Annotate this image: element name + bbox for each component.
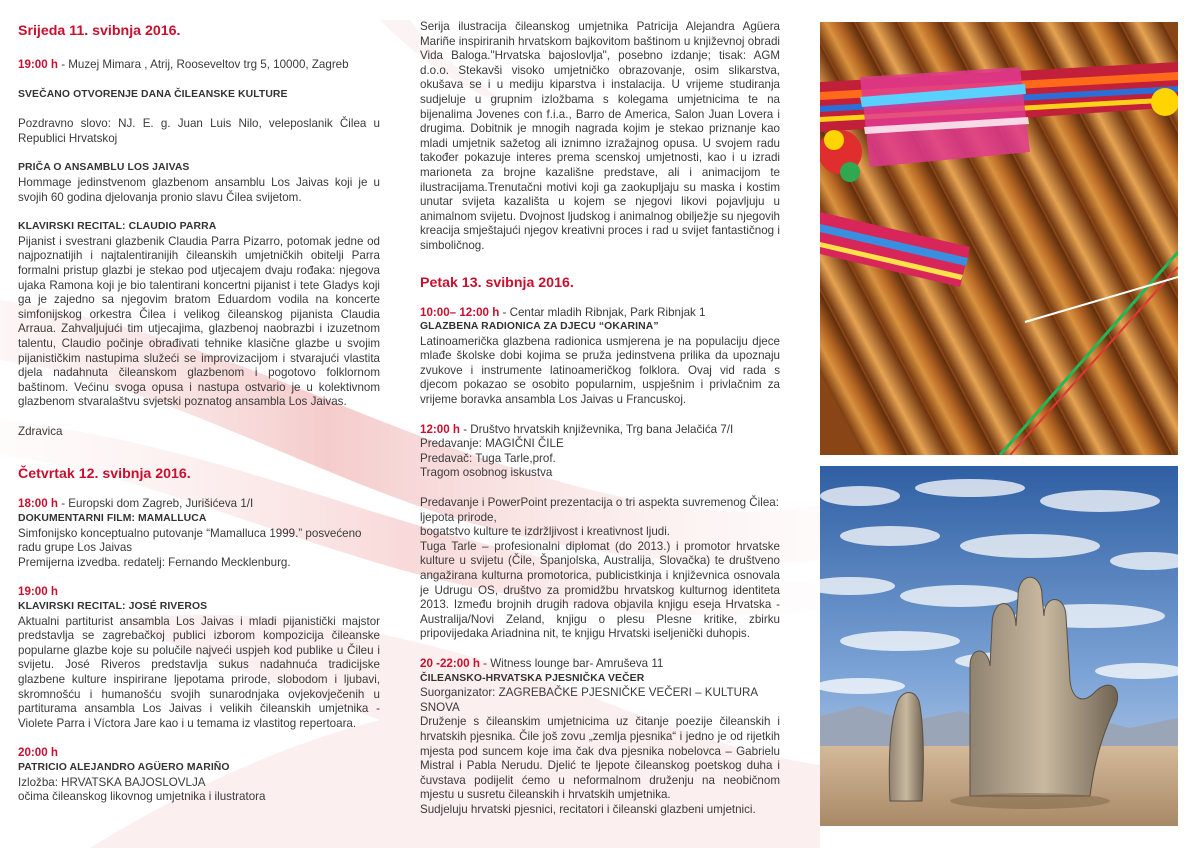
photo-pan-flutes — [820, 22, 1178, 455]
event-time-venue — [420, 423, 780, 438]
event-text: Pijanist i svestrani glazbenik Claudia Parra Pizarro, potomak jedne od najpoznatijih i najtalentiranijih čileanskih umjetničkih obitelji Parra formalni pristup glazbi je stekao pod utjecajem dvaju rođaka: njegova ujaka Ramona koji je bio talentirani koncertni pijanist i tete Gladys koji ga je zajedno sa njegovim bratom Eduardom vodila na koncerte simfonijskog orkestra Čilea i velikog čileanskog pijanista Claudia Arraua. Zahvaljujući tim utjecajima, glazbenoj naobrazbi i izuzetnom talentu, Claudio počinje obrađivati tehnike klasične glazbe u svojim pijanističkim nastupima služeći se improvizacijom i stvarajući vlastita djela nadahnuta čileanskom glazbenom i pogotovo folklornom baštinom. Većinu svoga opusa i nastupa ostvario je u kolektivnom glazbenom stvaralaštvu svjetski poznatog ansambla Los Jaivas. — [18, 234, 380, 409]
event-time: 19:00 h — [18, 58, 58, 71]
event-text: Predavanje i PowerPoint prezentacija o tri aspekta suvremenog Čilea: ljepota prirode, — [420, 496, 779, 524]
event-text: Hommage jedinstvenom glazbenom ansamblu Los Jaivas koji je u svojih 60 godina djelovanja pronio slavu Čilea svijetom. — [18, 175, 380, 204]
event-heading: DOKUMENTARNI FILM: MAMALLUCA — [18, 513, 207, 525]
event-time-venue — [18, 585, 380, 600]
event-text: Suorganizator: ZAGREBAČKE PJESNIČKE VEČERI – KULTURA SNOVA — [420, 686, 758, 714]
event-time-venue — [420, 657, 780, 672]
event-text: Latinoamerička glazbena radionica usmjerena je na populaciju djece mlađe školske dobi kojima se pruža jedinstvena prilika da upoznaju zvukove i instrumente latinoameričkog folklora. Ovaj vid rada s djecom pokazao se osobito popularnim, uspješnim i privlačnim za vrijeme boravka ansambla Los Jaivas u Francuskoj. — [420, 334, 780, 407]
event-heading: ČILEANSKO-HRVATSKA PJESNIČKA VEČER — [420, 672, 645, 684]
event-text: bogatstvo kulture te izdržljivost i kreativnost ljudi. — [420, 525, 671, 539]
event-text: Tragom osobnog iskustva — [420, 466, 553, 480]
artist-bio-text: Serija ilustracija čileanskog umjetnika Patricija Alejandra Agüera Mariñe inspiriranih hrvatskom bajkovitom baštinom u književnoj obradi Vida Baloga."Hrvatska bajoslovlja", posebno izdanje; tisak: AGM d.o.o. Stekavši visoko umjetničko obrazovanje, osim slikarstva, okušava se i u mediju kiparstva i instalacija. U vrijeme studiranja sudjeluje u grupnim izložbama s kolegama umjetnicima te na bijenalima Jovenes con f.i.a., Barro de America, Salon Juan Lovera i drugima. Dobitnik je mnogih nagrada kojim je stekao priznanje kao mladi umjetnik sažetog ali iznimno izražajnog opusa. U svojem radu također pokazuje interes prema scenskoj umjetnosti, kao i u izradi marioneta za brojne kazališne predstave, ali i animacijom te ilustracijama.Trenutačni motivi koji ga zaokupljaju su maska i kostim unutar svijeta kazališta u kojem se njegovi likovi pojavljuju u animalnom svijetu. Dvojnost ljudskog i animalnog obilježje su njegovih kreacija smještajući njegov kreativni proces i rad u svijet fantastičnog i simboličnog. — [420, 20, 780, 252]
photo-hand-of-the-desert — [820, 466, 1178, 826]
event-time-venue — [18, 497, 380, 512]
event-venue: - Muzej Mimara , Atrij, Rooseveltov trg 5, 10000, Zagreb — [57, 58, 349, 71]
event-text: Predavač: Tuga Tarle,prof. — [420, 451, 556, 465]
column-left — [18, 22, 380, 805]
event-time: 20:00 h — [18, 746, 58, 760]
event-text: Aktualni partiturist ansambla Los Jaivas i mladi pijanistički majstor predstavlja se zagrebačkoj publici izborom kompozicija čileanske popularne glazbe koje su polučile najveći uspjeh kod publike u Čileu i svijetu. José Riveros predstavlja sukus nadahnuća tradicijske glazbene kulture inspirirane ljepotama prirode, slobodom i ljubavi, skromnošću i humanošću svojih sunarodnjaka ovjekovječenih u partiturama ansambla Los Jaivas i velikih čileanskih umjetnika - Violete Parra i Víctora Jare kao i u temama iz vlastitog repertoara. — [18, 614, 380, 730]
event-time: 20 -22:00 h — [420, 656, 480, 670]
event-text: Druženje s čileanskim umjetnicima uz čitanje poezije čileanskih i hrvatskih pjesnika. Čile još zovu „zemlja pjesnika“ i jedno je od rijetkih mjesta pod suncem koje ima čak dva pjesnika nobelovca – Gabrielu Mistral i Pabla Nerudu. Djelić te ljepote čileanskog poetskog duha i čuvstava podijelit ćemo u neformalnom druženju na neobičnom mjestu u susretu čileanskih i hrvatskih umjetnika. — [420, 715, 780, 802]
event-text: Pozdravno slovo: NJ. E. g. Juan Luis Nilo, veleposlanik Čilea u Republici Hrvatskoj — [18, 117, 380, 145]
event-text: očima čileanskog likovnog umjetnika i ilustratora — [18, 790, 266, 804]
event-text: Premijerna izvedba. redatelj: Fernando Mecklenburg. — [18, 555, 291, 569]
event-venue: - Witness lounge bar- Amruševa 11 — [479, 656, 664, 670]
event-venue: - Centar mladih Ribnjak, Park Ribnjak 1 — [499, 305, 706, 319]
event-heading: GLAZBENA RADIONICA ZA DJECU “OKARINA” — [420, 321, 659, 333]
event-text: Izložba: HRVATSKA BAJOSLOVLJA — [18, 775, 206, 789]
closing-text: Zdravica — [18, 424, 63, 438]
event-time: 18:00 h — [18, 497, 58, 511]
event-time-venue — [18, 746, 380, 761]
event-heading: PRIČA O ANSAMBLU LOS JAIVAS — [18, 162, 190, 174]
column-middle — [420, 20, 780, 818]
event-heading: PATRICIO ALEJANDRO AGÜERO MARIÑO — [18, 761, 230, 773]
event-heading: KLAVIRSKI RECITAL: CLAUDIO PARRA — [18, 221, 217, 233]
event-text: Simfonijsko konceptualno putovanje “Mamalluca 1999.” posvećeno radu grupe Los Jaivas — [18, 526, 362, 555]
day-title-wednesday: Srijeda 11. svibnja 2016. — [18, 23, 181, 39]
event-time: 19:00 h — [18, 585, 58, 599]
event-time-venue — [18, 58, 380, 73]
day-title-thursday: Četvrtak 12. svibnja 2016. — [18, 466, 191, 483]
event-heading: SVEČANO OTVORENJE DANA ČILEANSKE KULTURE — [18, 88, 288, 100]
event-time: 10:00– 12:00 h — [420, 305, 500, 319]
event-heading: KLAVIRSKI RECITAL: JOSÉ RIVEROS — [18, 601, 208, 613]
day-title-friday: Petak 13. svibnja 2016. — [420, 274, 574, 291]
event-time: 12:00 h — [420, 422, 460, 436]
event-venue: - Društvo hrvatskih književnika, Trg bana Jelačića 7/I — [459, 422, 734, 436]
event-text: Sudjeluju hrvatski pjesnici, recitatori i čileanski glazbeni umjetnici. — [420, 802, 756, 816]
event-time-venue — [420, 306, 780, 321]
event-text: Tuga Tarle – profesionalni diplomat (do 2013.) i promotor hrvatske kulture u svijetu (Čile, Španjolska, Australija, Slovačka) te društveno angažirana kulturna promotorica, publicistkinja i književnica osnovala je Udrugu OS, društvo za promidžbu hrvatskog kulturnog identiteta 2013. Između brojnih drugih radova objavila knjigu eseja Hrvatska - Australija/Novi Zeland, knjigu o plesu Plesne kritike, zbirku pripovijedaka Ariadnina nit, te knjigu Hrvatski iseljenički duhopis. — [420, 539, 780, 641]
event-venue: - Europski dom Zagreb, Jurišićeva 1/I — [57, 497, 254, 511]
event-text: Predavanje: MAGIČNI ČILE — [420, 437, 564, 451]
